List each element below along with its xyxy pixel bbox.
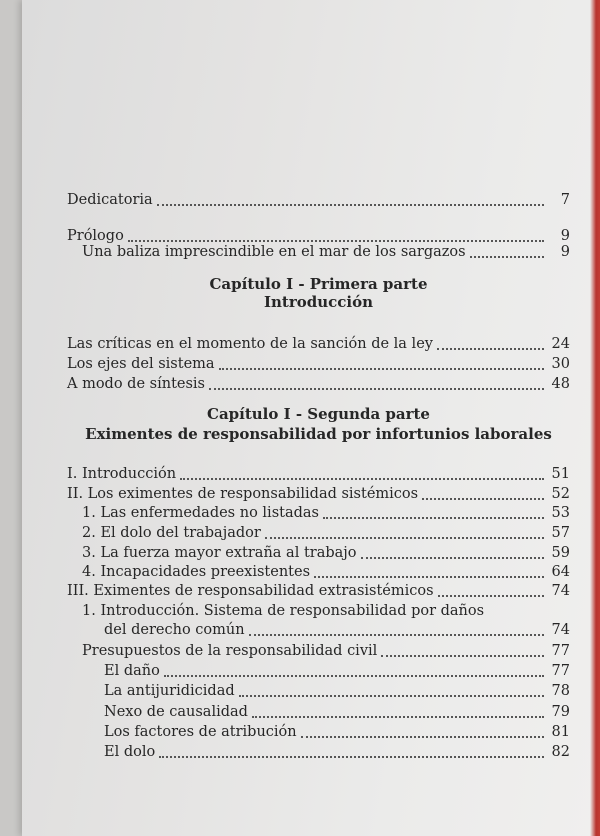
toc-entry bbox=[82, 543, 570, 563]
toc-entry bbox=[67, 374, 570, 394]
toc-entry-label: Presupuestos de la responsabilidad civil bbox=[82, 643, 378, 659]
toc-page-number: 81 bbox=[551, 724, 570, 740]
toc-entry bbox=[82, 601, 570, 621]
toc-page-number: 78 bbox=[551, 683, 570, 699]
toc-page-number: 24 bbox=[551, 336, 570, 352]
toc-entry-label: I. Introducción bbox=[67, 466, 177, 482]
toc-entry-label: Los ejes del sistema bbox=[67, 356, 215, 372]
toc-entry-label: El dolo bbox=[104, 744, 156, 760]
toc-entry-label: del derecho común bbox=[104, 622, 245, 638]
toc-entry-baliza bbox=[82, 242, 570, 262]
dot-leader bbox=[180, 478, 544, 480]
toc-page-number: 79 bbox=[551, 704, 570, 720]
toc-entry-label: A modo de síntesis bbox=[67, 376, 205, 392]
toc-entry bbox=[67, 464, 570, 484]
toc-page-number: 74 bbox=[551, 622, 570, 638]
toc-entry-label: Una baliza imprescindible en el mar de los sargazos bbox=[82, 244, 466, 260]
toc-page-number: 51 bbox=[551, 466, 570, 482]
toc-page-number: 64 bbox=[551, 564, 570, 580]
chapter-subheading: Introducción bbox=[263, 293, 374, 311]
toc-entry bbox=[82, 503, 570, 523]
dot-leader bbox=[249, 634, 544, 636]
toc-entry-label: Las críticas en el momento de la sanción de la ley bbox=[67, 336, 433, 352]
toc-entry-label: III. Eximentes de responsabilidad extrasistémicos bbox=[67, 583, 434, 599]
dot-leader bbox=[438, 595, 544, 597]
toc-entry bbox=[104, 661, 570, 681]
toc-page-number: 30 bbox=[551, 356, 570, 372]
toc-page-number: 53 bbox=[551, 505, 570, 521]
dot-leader bbox=[314, 576, 544, 578]
toc-entry-label: Los factores de atribución bbox=[104, 724, 297, 740]
dot-leader bbox=[301, 736, 544, 738]
chapter-subheading: Eximentes de responsabilidad por infortunios laborales bbox=[85, 425, 552, 443]
toc-entry-label: Prólogo bbox=[67, 228, 124, 244]
dot-leader bbox=[219, 368, 544, 370]
toc-page-number: 74 bbox=[551, 583, 570, 599]
toc-page-number: 77 bbox=[551, 643, 570, 659]
dot-leader bbox=[159, 756, 544, 758]
toc-entry bbox=[104, 742, 570, 762]
book-edge bbox=[590, 0, 600, 836]
toc-page-number: 57 bbox=[551, 525, 570, 541]
toc-page-number: 9 bbox=[560, 228, 570, 244]
dot-leader bbox=[164, 675, 544, 677]
toc-entry bbox=[67, 334, 570, 354]
toc-entry bbox=[104, 722, 570, 742]
toc-page-number: 7 bbox=[560, 192, 570, 208]
chapter-heading: Capítulo I - Primera parte bbox=[209, 275, 428, 293]
toc-entry bbox=[82, 641, 570, 661]
toc-entry bbox=[104, 681, 570, 701]
toc-entry bbox=[67, 581, 570, 601]
toc-entry-label: El daño bbox=[104, 663, 160, 679]
chapter-heading: Capítulo I - Segunda parte bbox=[207, 405, 430, 423]
toc-entry-dedicatoria bbox=[67, 190, 570, 210]
dot-leader bbox=[437, 348, 544, 350]
toc-page-number: 77 bbox=[551, 663, 570, 679]
toc-entry-label: 2. El dolo del trabajador bbox=[82, 525, 261, 541]
dot-leader bbox=[422, 498, 544, 500]
toc-entry bbox=[82, 562, 570, 582]
toc-entry-label: 1. Introducción. Sistema de responsabilidad por daños bbox=[82, 603, 485, 619]
dot-leader bbox=[239, 695, 544, 697]
dot-leader bbox=[381, 655, 544, 657]
dot-leader bbox=[470, 256, 544, 258]
toc-entry-label: La antijuridicidad bbox=[104, 683, 235, 699]
book-page bbox=[22, 0, 600, 836]
toc-page-number: 52 bbox=[551, 486, 570, 502]
toc-entry-label: 4. Incapacidades preexistentes bbox=[82, 564, 311, 580]
toc-entry bbox=[67, 354, 570, 374]
toc-entry bbox=[67, 484, 570, 504]
dot-leader bbox=[209, 388, 544, 390]
toc-entry-label: Nexo de causalidad bbox=[104, 704, 248, 720]
toc-entry-label: 1. Las enfermedades no listadas bbox=[82, 505, 319, 521]
toc-entry-label: II. Los eximentes de responsabilidad sistémicos bbox=[67, 486, 419, 502]
dot-leader bbox=[157, 204, 544, 206]
toc-page-number: 9 bbox=[560, 244, 570, 260]
toc-entry bbox=[104, 702, 570, 722]
toc-entry bbox=[104, 620, 570, 640]
dot-leader bbox=[323, 517, 544, 519]
toc-page-number: 48 bbox=[551, 376, 570, 392]
toc-entry-label: 3. La fuerza mayor extraña al trabajo bbox=[82, 545, 357, 561]
toc-page-number: 59 bbox=[551, 545, 570, 561]
toc-entry bbox=[82, 523, 570, 543]
toc-entry-label: Dedicatoria bbox=[67, 192, 153, 208]
toc-page-number: 82 bbox=[551, 744, 570, 760]
dot-leader bbox=[361, 557, 545, 559]
dot-leader bbox=[265, 537, 544, 539]
dot-leader bbox=[252, 716, 544, 718]
